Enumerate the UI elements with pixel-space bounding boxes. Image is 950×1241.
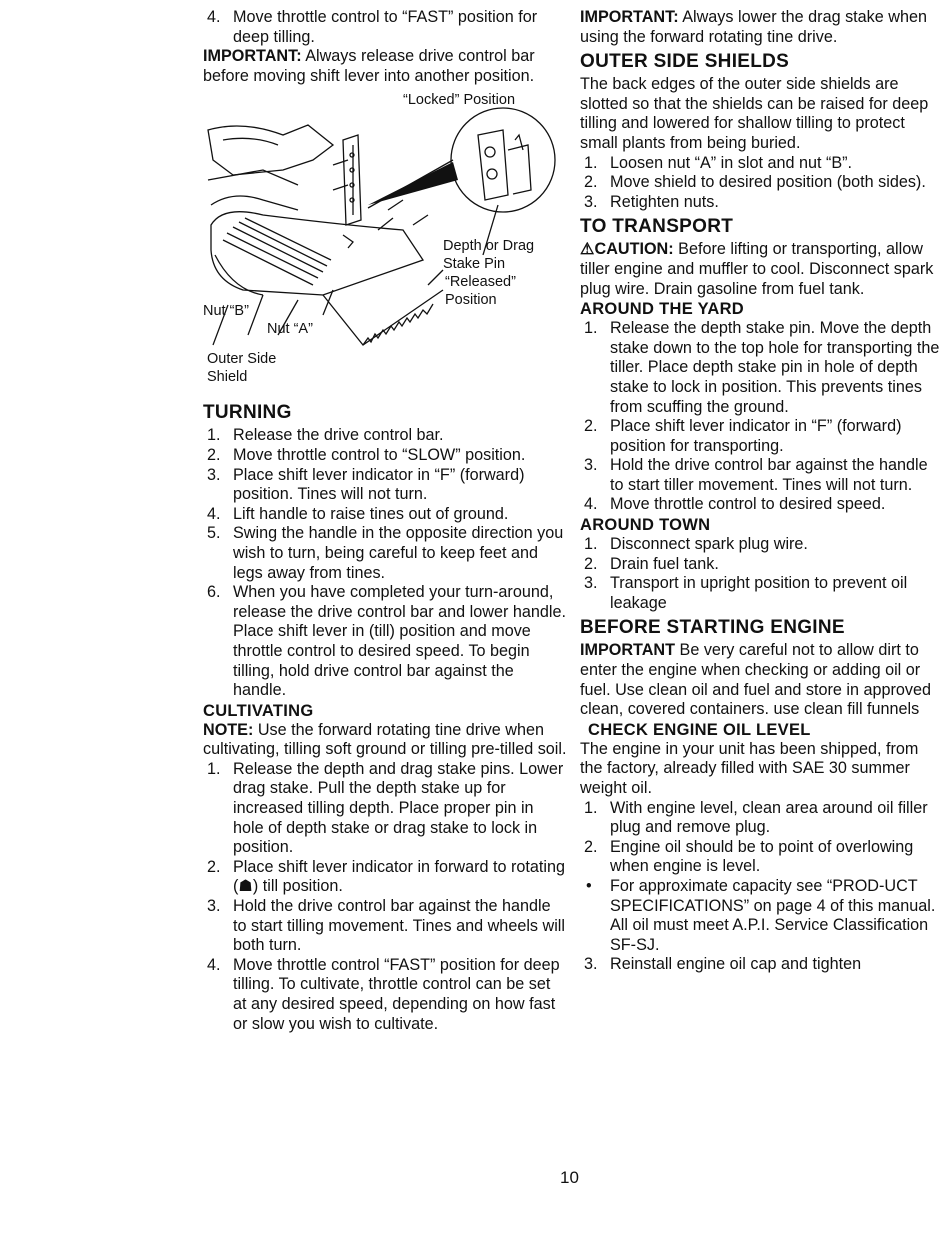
list-item: 2. Move throttle control to “SLOW” position. (207, 445, 526, 464)
list-item: 2. Engine oil should be to point of overlowing when engine is level. (584, 837, 914, 876)
step-number: 4. (207, 8, 221, 26)
nut-b-label: Nut “B” (203, 303, 249, 320)
left-column (203, 8, 568, 1034)
right-column (580, 8, 942, 975)
important-label: IMPORTANT: (580, 8, 679, 26)
check-oil-heading: CHECK ENGINE OIL LEVEL (588, 720, 811, 739)
list-item: 1. Release the drive control bar. (207, 426, 444, 445)
list-item: 1. With engine level, clean area around oil filler plug and remove plug. (584, 798, 928, 837)
released-label-1: “Released” (445, 274, 516, 291)
around-yard-heading: AROUND THE YARD (580, 300, 745, 319)
list-item: 6. When you have completed your turn-around, release the drive control bar and lower handle. Place shift lever in (till) position and move throttle control to desired speed. To begin tilling, hold drive control bar against the handle. (207, 583, 566, 700)
list-item: 2. Place shift lever indicator in “F” (forward) position for transporting. (584, 417, 902, 455)
list-item: 3. Reinstall engine oil cap and tighten (584, 955, 862, 974)
important-label: IMPORTANT (580, 641, 676, 660)
caution-text: Before lifting or transporting, allow tiller engine and muffler to cool. Disconnect spark plug wire. Drain gasoline from fuel tank. (580, 240, 934, 298)
outer-shield-label-1: Outer Side (207, 351, 277, 368)
important-text: Always release drive control bar before moving shift lever into another position. (203, 47, 535, 85)
depth-stake-label-1: Depth or Drag (443, 238, 535, 255)
outer-shields-steps (580, 154, 942, 213)
note-label: NOTE: (203, 720, 254, 739)
page-number: 10 (560, 1168, 579, 1187)
important-note (580, 8, 942, 47)
list-item: 1. Disconnect spark plug wire. (584, 535, 808, 554)
important-text: Always lower the drag stake when using the forward rotating tine drive. (580, 8, 927, 46)
list-item: 1. Release the depth stake pin. Move the depth stake down to the top hole for transporting the tiller. Place depth stake pin in hole of depth stake to lock in position. This prevents tines from scuffing the ground. (584, 319, 940, 416)
important-note (580, 641, 942, 719)
cultivating-heading: CULTIVATING (203, 701, 314, 720)
depth-stake-label-2: Stake Pin (443, 256, 506, 273)
nut-a-label: Nut “A” (267, 321, 313, 338)
caution-note (580, 240, 942, 299)
cultivating-note (203, 721, 568, 760)
caution-label: CAUTION: (594, 240, 674, 259)
turning-heading: TURNING (203, 402, 292, 424)
outer-shields-intro: The back edges of the outer side shields are slotted so that the shields can be raised for deep tilling and lowered for shallow tilling to protect small plants from being buried. (580, 75, 929, 152)
list-item: 4. Move throttle control to desired speed. (584, 495, 886, 514)
list-item: • For approximate capacity see “PROD-UCT SPECIFICATIONS” on page 4 of this manual. All oil must meet A.P.I. Service Classification SF-SJ. (586, 876, 936, 954)
outer-shield-label-2: Shield (207, 369, 248, 386)
note-text: Use the forward rotating tine drive when cultivating, tilling soft ground or tilling pre-tilled soil. (203, 720, 567, 759)
list-item: 2. Move shield to desired position (both sides). (584, 173, 926, 192)
step-text: Move throttle control to “FAST” position for deep tilling. (233, 8, 538, 46)
important-label: IMPORTANT: (203, 47, 302, 66)
to-transport-heading: TO TRANSPORT (580, 216, 734, 238)
around-town-heading: AROUND TOWN (580, 516, 711, 535)
list-item: 3. Hold the drive control bar against the handle to start tiller movement. Tines will not turn. (584, 456, 928, 494)
before-starting-heading: BEFORE STARTING ENGINE (580, 617, 845, 639)
warning-icon: ⚠ (580, 240, 595, 259)
list-item: 4. Lift handle to raise tines out of ground. (207, 504, 509, 523)
depth-stake-figure (203, 90, 568, 395)
list-item: 3. Retighten nuts. (584, 192, 719, 211)
list-item: 4. Move throttle control “FAST” position for deep tilling. To cultivate, throttle control can be set at any desired speed, depending on how fast or slow you wish to cultivate. (207, 955, 560, 1033)
around-town-steps (580, 535, 942, 613)
throttle-step (203, 8, 568, 47)
list-item: 1. Loosen nut “A” in slot and nut “B”. (584, 153, 853, 172)
list-item: 3. Hold the drive control bar against the handle to start tilling movement. Tines and wheels will both turn. (207, 897, 565, 955)
list-item: 2. Place shift lever indicator in forward to rotating (☗) till position. (207, 857, 566, 896)
list-item: 3. Place shift lever indicator in “F” (forward) position. Tines will not turn. (207, 465, 525, 504)
important-text: Be very careful not to allow dirt to enter the engine when checking or adding oil or fuel. Use clean oil and fuel and store in approved clean, covered containers. use clean fill funnels (580, 641, 931, 719)
list-item: 2. Drain fuel tank. (584, 554, 719, 573)
released-label-2: Position (445, 292, 497, 309)
important-note (203, 47, 568, 86)
check-oil-intro: The engine in your unit has been shipped, from the factory, already filled with SAE 30 summer weight oil. (580, 739, 919, 797)
check-oil-steps (580, 799, 942, 975)
cultivating-steps (203, 760, 568, 1034)
turning-steps (203, 426, 568, 700)
outer-side-shields-heading: OUTER SIDE SHIELDS (580, 51, 790, 73)
locked-position-label: “Locked” Position (403, 92, 516, 109)
around-yard-steps (580, 319, 942, 515)
list-item: 3. Transport in upright position to prevent oil leakage (584, 574, 908, 612)
list-item: 1. Release the depth and drag stake pins. Lower drag stake. Pull the depth stake up for increased tilling depth. Place proper pin in hole of depth stake or drag stake to lock in position. (207, 759, 564, 857)
list-item: 5. Swing the handle in the opposite direction you wish to turn, being careful to keep feet and legs away from tines. (207, 524, 564, 582)
